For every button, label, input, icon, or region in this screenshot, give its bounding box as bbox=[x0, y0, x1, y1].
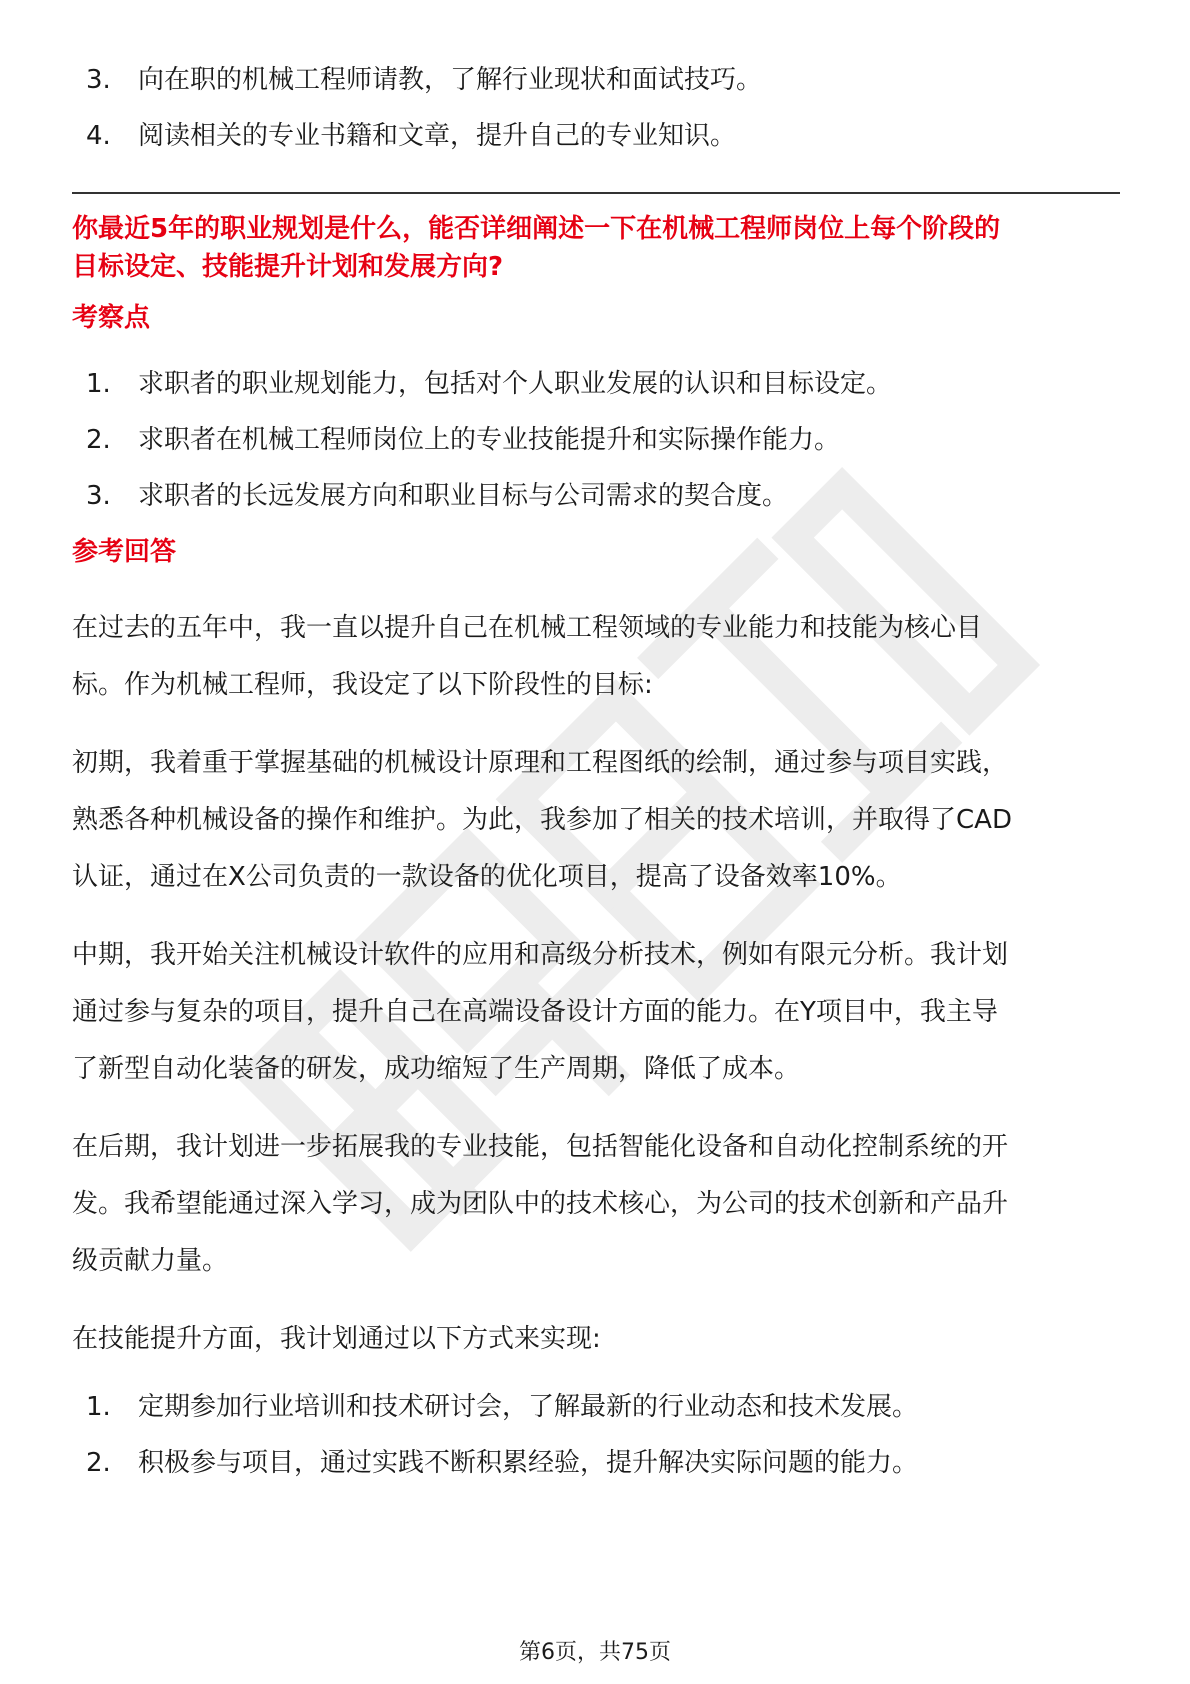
list-number: 1. bbox=[86, 1392, 111, 1422]
list-text: 求职者在机械工程师岗位上的专业技能提升和实际操作能力。 bbox=[138, 425, 841, 455]
paragraph-line: 在技能提升方面，我计划通过以下方式来实现: bbox=[72, 1324, 601, 1354]
list-item bbox=[72, 1445, 1122, 1481]
list-number: 3. bbox=[86, 481, 111, 511]
list-number: 4. bbox=[86, 121, 111, 151]
answer-paragraph bbox=[72, 1311, 1122, 1368]
paragraph-line: 级贡献力量。 bbox=[72, 1246, 229, 1276]
question-heading bbox=[72, 210, 1122, 286]
list-number: 3. bbox=[86, 65, 111, 95]
page-content bbox=[72, 62, 1122, 1501]
list-item bbox=[72, 366, 1122, 402]
list-item bbox=[72, 118, 1122, 154]
list-item bbox=[72, 422, 1122, 458]
list-number: 2. bbox=[86, 1448, 111, 1478]
paragraph-line: 了新型自动化装备的研发，成功缩短了生产周期，降低了成本。 bbox=[72, 1054, 801, 1084]
paragraph-line: 认证，通过在X公司负责的一款设备的优化项目，提高了设备效率10%。 bbox=[72, 862, 902, 892]
paragraph-line: 在过去的五年中，我一直以提升自己在机械工程领域的专业能力和技能为核心目 bbox=[72, 613, 983, 643]
list-number: 1. bbox=[86, 369, 111, 399]
answer-paragraph bbox=[72, 1119, 1122, 1290]
paragraph-line: 中期，我开始关注机械设计软件的应用和高级分析技术，例如有限元分析。我计划 bbox=[72, 940, 1009, 970]
list-text: 阅读相关的专业书籍和文章，提升自己的专业知识。 bbox=[138, 121, 737, 151]
answer-paragraph bbox=[72, 927, 1122, 1098]
answer-list bbox=[72, 1389, 1122, 1481]
list-item bbox=[72, 1389, 1122, 1425]
list-item bbox=[72, 478, 1122, 514]
list-text: 定期参加行业培训和技术研讨会，了解最新的行业动态和技术发展。 bbox=[138, 1392, 919, 1422]
paragraph-line: 通过参与复杂的项目，提升自己在高端设备设计方面的能力。在Y项目中，我主导 bbox=[72, 997, 998, 1027]
paragraph-line: 初期，我着重于掌握基础的机械设计原理和工程图纸的绘制，通过参与项目实践， bbox=[72, 748, 1009, 778]
list-text: 向在职的机械工程师请教，了解行业现状和面试技巧。 bbox=[138, 65, 763, 95]
question-line: 目标设定、技能提升计划和发展方向? bbox=[72, 252, 504, 282]
paragraph-line: 熟悉各种机械设备的操作和维护。为此，我参加了相关的技术培训，并取得了CAD bbox=[72, 805, 1012, 835]
list-number: 2. bbox=[86, 425, 111, 455]
assessment-heading: 考察点 bbox=[72, 303, 151, 333]
question-line: 你最近5年的职业规划是什么，能否详细阐述一下在机械工程师岗位上每个阶段的 bbox=[72, 214, 1001, 244]
list-text: 求职者的职业规划能力，包括对个人职业发展的认识和目标设定。 bbox=[138, 369, 893, 399]
paragraph-line: 发。我希望能通过深入学习，成为团队中的技术核心，为公司的技术创新和产品升 bbox=[72, 1189, 1009, 1219]
answer-paragraph bbox=[72, 600, 1122, 714]
assessment-list bbox=[72, 366, 1122, 514]
list-text: 积极参与项目，通过实践不断积累经验，提升解决实际问题的能力。 bbox=[138, 1448, 919, 1478]
list-text: 求职者的长远发展方向和职业目标与公司需求的契合度。 bbox=[138, 481, 789, 511]
previous-list bbox=[72, 62, 1122, 154]
paragraph-line: 标。作为机械工程师，我设定了以下阶段性的目标: bbox=[72, 670, 653, 700]
page-footer: 第6页，共75页 bbox=[519, 1640, 671, 1665]
list-item bbox=[72, 62, 1122, 98]
answer-paragraph bbox=[72, 735, 1122, 906]
paragraph-line: 在后期，我计划进一步拓展我的专业技能，包括智能化设备和自动化控制系统的开 bbox=[72, 1132, 1009, 1162]
answer-heading: 参考回答 bbox=[72, 537, 177, 567]
section-divider bbox=[72, 192, 1120, 194]
